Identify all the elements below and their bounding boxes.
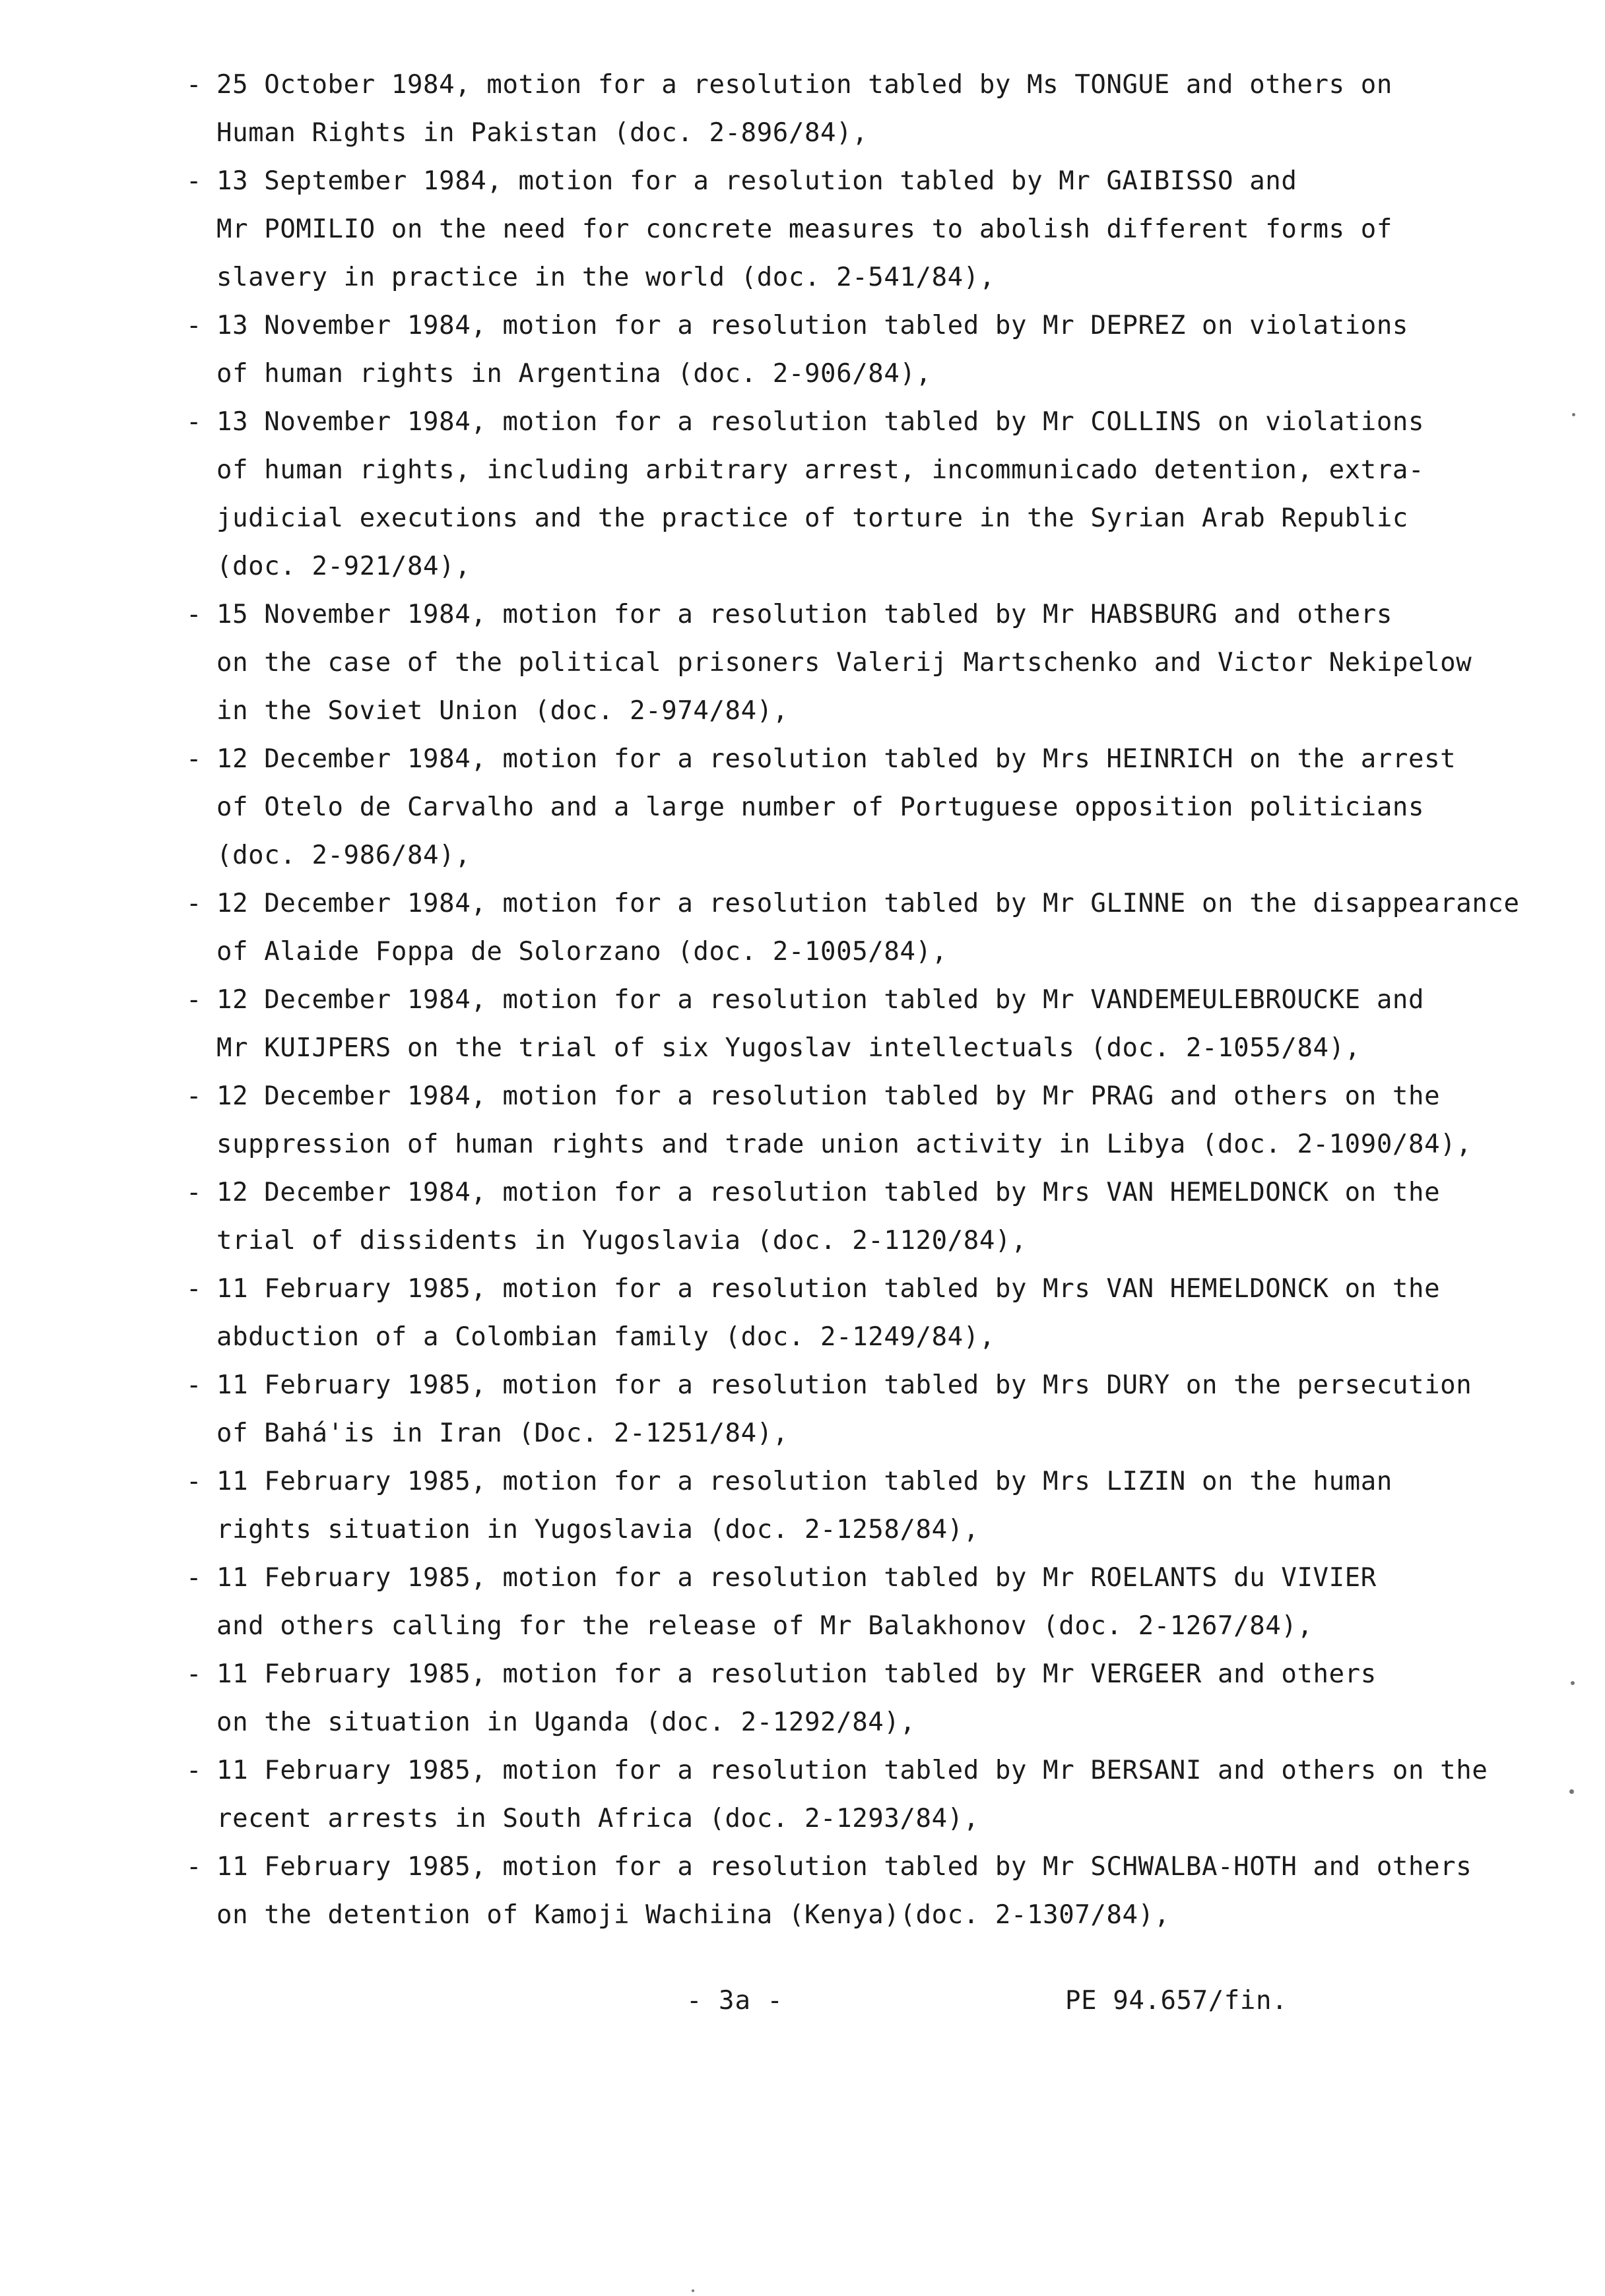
motion-text <box>216 735 1510 879</box>
list-dash: - <box>186 889 202 918</box>
motion-list <box>186 61 1519 1939</box>
list-dash: - <box>186 985 202 1015</box>
motion-text <box>216 1361 1510 1457</box>
motion-text-line: recent arrests in South Africa (doc. 2-1293/84), <box>216 1804 979 1834</box>
motion-text <box>216 1746 1510 1843</box>
motion-text-line: of Bahá'is in Iran (Doc. 2-1251/84), <box>216 1419 789 1448</box>
motion-text-line: judicial executions and the practice of torture in the Syrian Arab Republic <box>216 503 1408 533</box>
motion-text-line: of human rights, including arbitrary arrest, incommunicado detention, extra- <box>216 455 1425 485</box>
motion-text-line: abduction of a Colombian family (doc. 2-1249/84), <box>216 1322 995 1352</box>
motion-text <box>216 879 1520 976</box>
motion-text-line: 12 December 1984, motion for a resolution tabled by Mr GLINNE on the disappearance <box>216 889 1520 918</box>
motion-text-line: 12 December 1984, motion for a resolution tabled by Mr VANDEMEULEBROUCKE and <box>216 985 1425 1015</box>
motion-text-line: Human Rights in Pakistan (doc. 2-896/84), <box>216 118 868 148</box>
motion-text-line: suppression of human rights and trade union activity in Libya (doc. 2-1090/84), <box>216 1130 1472 1159</box>
page-number: - 3a - <box>686 1986 783 2016</box>
scan-speck <box>692 2289 694 2292</box>
motion-text <box>216 302 1510 398</box>
list-dash: - <box>186 1563 202 1593</box>
motion-list-item <box>186 1650 1519 1746</box>
motion-text-line: 15 November 1984, motion for a resolution tabled by Mr HABSBURG and others <box>216 600 1392 629</box>
scan-speck <box>1569 1789 1574 1794</box>
motion-list-item <box>186 590 1519 735</box>
motion-text-line: in the Soviet Union (doc. 2-974/84), <box>216 696 789 726</box>
list-dash: - <box>186 600 202 629</box>
motion-text <box>216 61 1510 157</box>
motion-list-item <box>186 1265 1519 1361</box>
motion-text-line: on the case of the political prisoners Valerij Martschenko and Victor Nekipelow <box>216 648 1472 678</box>
list-dash: - <box>186 744 202 774</box>
motion-text-line: 11 February 1985, motion for a resolution tabled by Mr SCHWALBA-HOTH and others <box>216 1852 1472 1882</box>
motion-list-item <box>186 1072 1519 1168</box>
list-dash: - <box>186 1659 202 1689</box>
motion-text-line: of Otelo de Carvalho and a large number of Portuguese opposition politicians <box>216 792 1425 822</box>
scan-speck <box>1572 413 1575 416</box>
list-dash: - <box>186 1852 202 1882</box>
motion-list-item <box>186 879 1519 976</box>
motion-text <box>216 590 1510 735</box>
list-dash: - <box>186 166 202 196</box>
motion-text-line: slavery in practice in the world (doc. 2-541/84), <box>216 263 995 292</box>
list-dash: - <box>186 1756 202 1785</box>
motion-text-line: rights situation in Yugoslavia (doc. 2-1258/84), <box>216 1515 979 1545</box>
document-reference: PE 94.657/fin. <box>1065 1986 1288 2016</box>
list-dash: - <box>186 1178 202 1207</box>
list-dash: - <box>186 1274 202 1304</box>
motion-text-line: 11 February 1985, motion for a resolution tabled by Mr BERSANI and others on the <box>216 1756 1488 1785</box>
motion-text-line: 25 October 1984, motion for a resolution tabled by Ms TONGUE and others on <box>216 70 1392 100</box>
motion-text <box>216 1072 1510 1168</box>
motion-list-item <box>186 1168 1519 1265</box>
motion-list-item <box>186 1554 1519 1650</box>
motion-text-line: 12 December 1984, motion for a resolution tabled by Mrs VAN HEMELDONCK on the <box>216 1178 1441 1207</box>
motion-text-line: (doc. 2-921/84), <box>216 552 471 581</box>
motion-text <box>216 398 1510 590</box>
list-dash: - <box>186 1370 202 1400</box>
motion-text-line: (doc. 2-986/84), <box>216 841 471 870</box>
motion-list-item <box>186 157 1519 302</box>
motion-text <box>216 976 1510 1072</box>
motion-text-line: Mr POMILIO on the need for concrete measures to abolish different forms of <box>216 214 1392 244</box>
motion-list-item <box>186 1457 1519 1554</box>
motion-list-item <box>186 1746 1519 1843</box>
motion-text <box>216 1457 1510 1554</box>
motion-text-line: 11 February 1985, motion for a resolution tabled by Mr ROELANTS du VIVIER <box>216 1563 1377 1593</box>
motion-text <box>216 1843 1510 1939</box>
motion-list-item <box>186 398 1519 590</box>
motion-text-line: 13 November 1984, motion for a resolution tabled by Mr COLLINS on violations <box>216 407 1425 437</box>
motion-text-line: 11 February 1985, motion for a resolution tabled by Mr VERGEER and others <box>216 1659 1377 1689</box>
motion-text-line: Mr KUIJPERS on the trial of six Yugoslav intellectuals (doc. 2-1055/84), <box>216 1033 1361 1063</box>
motion-text-line: on the detention of Kamoji Wachiina (Kenya)(doc. 2-1307/84), <box>216 1900 1170 1930</box>
motion-text <box>216 157 1510 302</box>
motion-text <box>216 1650 1510 1746</box>
motion-text <box>216 1554 1510 1650</box>
motion-text-line: trial of dissidents in Yugoslavia (doc. 2-1120/84), <box>216 1226 1028 1256</box>
list-dash: - <box>186 1081 202 1111</box>
motion-list-item <box>186 976 1519 1072</box>
motion-text-line: and others calling for the release of Mr Balakhonov (doc. 2-1267/84), <box>216 1611 1313 1641</box>
motion-text <box>216 1265 1510 1361</box>
list-dash: - <box>186 311 202 340</box>
motion-text-line: of human rights in Argentina (doc. 2-906/84), <box>216 359 932 389</box>
list-dash: - <box>186 70 202 100</box>
motion-text-line: 11 February 1985, motion for a resolution tabled by Mrs DURY on the persecution <box>216 1370 1472 1400</box>
motion-text-line: on the situation in Uganda (doc. 2-1292/84), <box>216 1707 916 1737</box>
motion-text-line: 13 September 1984, motion for a resolution tabled by Mr GAIBISSO and <box>216 166 1297 196</box>
motion-text-line: of Alaide Foppa de Solorzano (doc. 2-1005/84), <box>216 937 948 967</box>
motion-text-line: 12 December 1984, motion for a resolution tabled by Mrs HEINRICH on the arrest <box>216 744 1457 774</box>
motion-text <box>216 1168 1510 1265</box>
motion-list-item <box>186 61 1519 157</box>
motion-list-item <box>186 1843 1519 1939</box>
motion-list-item <box>186 302 1519 398</box>
scan-speck <box>1571 1681 1575 1685</box>
motion-text-line: 12 December 1984, motion for a resolution tabled by Mr PRAG and others on the <box>216 1081 1441 1111</box>
motion-list-item <box>186 1361 1519 1457</box>
motion-list-item <box>186 735 1519 879</box>
motion-text-line: 11 February 1985, motion for a resolution tabled by Mrs VAN HEMELDONCK on the <box>216 1274 1441 1304</box>
motion-text-line: 11 February 1985, motion for a resolution tabled by Mrs LIZIN on the human <box>216 1467 1392 1496</box>
list-dash: - <box>186 1467 202 1496</box>
motion-text-line: 13 November 1984, motion for a resolution tabled by Mr DEPREZ on violations <box>216 311 1408 340</box>
list-dash: - <box>186 407 202 437</box>
